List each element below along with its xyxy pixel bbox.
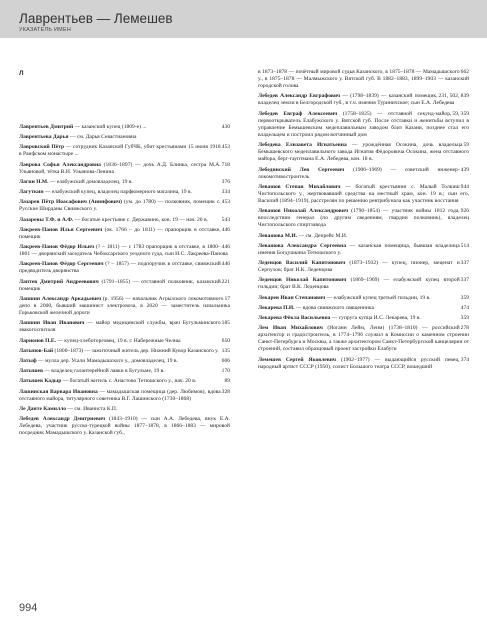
entry-text: — супруга купца И.С. Лекарева, 19 в. xyxy=(331,314,421,321)
index-entry xyxy=(258,305,469,312)
entry-page-ref: 543 xyxy=(221,216,230,223)
entry-headword: Лебедев Александр Дмитриевич xyxy=(19,415,106,422)
index-entry xyxy=(19,162,230,176)
entry-text: (1758–1825) — отставной секунд-майор, первооткрыватель Елабужского у. Вятской губ. После отставки и женитьбы вступил в управление Бемышевским медеплавильным заводом близ Казани, позднее стал его владельцем и построил рядом вотчинный дом xyxy=(258,110,469,138)
entry-headword: Лавровский Пётр xyxy=(19,144,65,151)
entry-headword: Лазаревы Т.Ф. и А.Ф. xyxy=(19,216,74,223)
index-entry xyxy=(19,124,230,131)
entry-page-ref: 453 xyxy=(221,144,230,151)
index-entry xyxy=(258,93,469,107)
index-entry xyxy=(19,296,230,317)
entry-page-ref: 231, 502, 839 xyxy=(438,93,469,100)
entry-text: — елабужский купец, владелец парфюмерного магазина, 19 в. xyxy=(44,189,192,196)
entry-headword: Левашова Александра Сергеевна xyxy=(258,242,346,249)
entry-text: (1869–1969) — елабужский купец второй гильдии; брат В.К. Леденцова xyxy=(258,277,460,291)
entry-page-ref: 926 xyxy=(460,208,469,215)
header-subtitle: УКАЗАТЕЛЬ ИМЕН xyxy=(19,27,72,33)
entry-text: — вдова свияжского священника xyxy=(295,304,374,311)
entry-headword: Ле Данте Камилло xyxy=(19,405,66,412)
index-entry xyxy=(19,217,230,224)
entry-headword: Лекарева Фёкла Васильевна xyxy=(258,314,331,321)
index-entry xyxy=(258,142,469,163)
entry-text: (ум. до 1780) — полковник, помещик с. Русские Ширданы Свияжского у. xyxy=(19,199,221,213)
index-entry xyxy=(258,69,469,90)
index-entry xyxy=(258,325,469,353)
index-entry xyxy=(258,277,469,291)
entry-text: (ок. 1766 – до 1811) — прапорщик в отставке, помещик xyxy=(19,226,221,240)
entry-headword: Леденцов Николай Капитонович xyxy=(258,277,347,284)
entry-text: — елабужский купец третьей гильдии, 19 в. xyxy=(326,294,431,301)
entry-text: — (1798–1839) — казанский помещик, владелец земли в Белгородской губ., в т.ч. имения Туриничское; сын Е.А. Лебедева xyxy=(258,93,455,107)
entry-headword: Лаврова Софья Александровна xyxy=(19,161,101,168)
entry-headword: Лем Иван Михайлович xyxy=(258,325,323,332)
entry-page-ref: 606 xyxy=(221,357,230,364)
entry-text: — богатый крестьянин с. Малый Толкиш Чистопольского у., жертвовавший средства на местный храм, кон. 19 в.; сын его, Василий (1894–1919), расстрелян по решению ревтрибунала как участник восстания xyxy=(258,183,469,204)
entry-text: — владелец галантерейной лавки в Бугульме, 19 в. xyxy=(44,368,165,375)
index-entry xyxy=(19,406,230,413)
index-entry xyxy=(258,208,469,229)
entry-page-ref: 718 xyxy=(221,161,230,168)
entry-page-ref: 453 xyxy=(221,199,230,206)
entry-page-ref: 439 xyxy=(460,166,469,173)
entry-headword: Латышев Кадыр xyxy=(19,378,62,385)
entry-text: (р. 1956) — начальник Агрызского локомотивного депо в 2000, бывший машинист электровоза, в 2020 — заместитель начальника Горьковской железной дороги xyxy=(19,295,230,317)
index-entry xyxy=(258,184,469,205)
entry-text: — казанская помещица, бывшая владелица имения Богдушкина Тетюшского у. xyxy=(258,242,460,256)
index-entry xyxy=(258,295,469,302)
entry-headword: Леденцов Василий Капитонович xyxy=(258,260,346,266)
entry-page-ref: 446 xyxy=(221,244,230,251)
entry-headword: Лакреев-Панов Фёдор Сергеевич xyxy=(19,261,104,268)
entry-text: — см. Иваниста К.П. xyxy=(67,405,118,412)
entry-headword: Латышев xyxy=(19,368,43,375)
entry-text: (1902–1977) — выдающийся русский певец, народный артист СССР (1950), солист Большого театра СССР, вошедший xyxy=(258,356,460,370)
index-entry xyxy=(19,279,230,293)
index-entry xyxy=(19,179,230,186)
entry-text: — см. Дарья Севастиановна xyxy=(69,134,137,141)
entry-headword: Латыф xyxy=(19,357,37,364)
index-entry xyxy=(19,144,230,158)
entry-page-ref: 650 xyxy=(221,337,230,344)
index-entry xyxy=(19,416,230,437)
entry-text: (1791–1855) — отставной полковник, казанский помещик xyxy=(19,278,221,292)
entry-text: (1906–1969) — советский инженер-локомотивостроитель xyxy=(258,166,460,180)
index-entry xyxy=(19,199,230,213)
left-column xyxy=(19,124,230,440)
index-entry xyxy=(19,378,230,385)
entry-page-ref: 662 xyxy=(460,69,469,75)
entry-headword: Левашов Степан Михайлович xyxy=(258,183,341,190)
entry-headword: Лапшин Александр Аркадьевич xyxy=(19,295,102,302)
entry-page-ref: 430 xyxy=(221,124,230,130)
entry-page-ref: 221 xyxy=(221,278,230,285)
index-entry xyxy=(258,315,469,322)
entry-page-ref: 446 xyxy=(221,261,230,268)
entry-page-ref: 17 xyxy=(224,295,230,302)
index-entry xyxy=(19,134,230,141)
index-entry xyxy=(19,338,230,345)
entry-headword: Лаврентьев Дмитрий xyxy=(19,124,74,130)
entry-text: — см. Депрейс М.И. xyxy=(298,232,348,239)
entry-headword: Лемешев Сергей Яковлевич xyxy=(258,356,337,363)
entry-page-ref: 474 xyxy=(460,304,469,311)
index-entry xyxy=(19,368,230,375)
entry-text: — мулла дер. Усали Мамадышского у., домовладелец, 19 в. xyxy=(38,357,178,364)
entry-page-ref: 944 xyxy=(460,183,469,190)
entry-page-ref: 446 xyxy=(221,226,230,233)
entry-text: — майор медицинской службы, врач Бугульминского эвакогоспиталя xyxy=(19,320,221,334)
index-entry xyxy=(19,320,230,334)
entry-text: в 1873–1878 — почётный мировой судья Казанского, в 1875–1878 — Мамадышского у., в 1875–1878 — Малмыжского у. Вятской губ. В 1882–1883, 1899–1903 — казанский городской голова xyxy=(258,69,469,90)
index-entry xyxy=(19,189,230,196)
entry-text: (1836–1897) — дочь А.Д. Блинка, сестра М.А. Ульяновой, тётка В.И. Ульянова-Ленина xyxy=(19,161,221,175)
entry-page-ref: 334 xyxy=(221,189,230,196)
entry-text: — урождённая Осокина, дочь владельца Бемышевского медеплавильного завода Игнатия Фёдоровича Осокина, жена отставного майора, берг-гауптмана Е.А. Лебедева, кон. 18 в. xyxy=(258,142,469,163)
entry-headword: Лашинская Варвара Ивановна xyxy=(19,388,98,395)
entry-text: — елабужский домовладелец, 19 в. xyxy=(49,178,133,185)
entry-page-ref: 359 xyxy=(460,294,469,301)
index-entry xyxy=(258,357,469,371)
entry-text: — казанский купец (1809-е) ... xyxy=(74,124,147,130)
entry-text: (1800–1873) — зажиточный житель дер. Нижний Кукор Казанского у. xyxy=(54,347,219,354)
section-letter: Л xyxy=(19,70,24,77)
index-entry xyxy=(19,348,230,355)
entry-page-ref: 278 xyxy=(460,325,469,332)
entry-page-ref: 337 xyxy=(460,277,469,284)
entry-text: — богатый житель с. Анастово Тетюшского у., нач. 20 в. xyxy=(62,378,197,385)
entry-text: — богатые крестьяне с. Державино, кон. 19 — нач. 20 в. xyxy=(74,216,208,223)
entry-headword: Латыпов-Бай xyxy=(19,347,54,354)
entry-page-ref: 59, 359 xyxy=(452,110,469,117)
entry-headword: Лекарева П.И. xyxy=(258,304,295,311)
entry-page-ref: 359 xyxy=(460,314,469,321)
entry-headword: Лаптев Дмитрий Андреевович xyxy=(19,278,99,285)
entry-headword: Лагуткин xyxy=(19,189,44,196)
index-entry xyxy=(19,389,230,403)
entry-page-ref: 135 xyxy=(221,347,230,354)
entry-headword: Лагин Н.М. xyxy=(19,178,49,185)
entry-text: (Иоганн Лейм, Леим) (1738–1810) — российский архитектор и градостроитель, в 1774–1796 служил в Комиссии о каменном строении Санкт-Петербурга и Москвы, а также архитектором Санкт-Петербургской канцелярии от строений, составил образцовый проект застройки Елабуги xyxy=(258,325,469,353)
index-entry xyxy=(258,243,469,257)
index-entry xyxy=(258,233,469,240)
entry-headword: Лебедев Александр Евграфович xyxy=(258,93,341,100)
index-entry xyxy=(19,244,230,258)
entry-page-ref: 374 xyxy=(460,356,469,363)
entry-headword: Лапшин Иван Иванович xyxy=(19,320,85,327)
entry-text: — мамадышская помещица (дер. Любимов), вдова отставного майора, титулярного советника В.Г. Лашинского (1730–1868) xyxy=(19,388,221,402)
entry-headword: Лакреев-Панов Илья Сергеевич xyxy=(19,226,103,233)
entry-headword: Лекарев Иван Степанович xyxy=(258,294,326,301)
index-entry xyxy=(258,111,469,139)
entry-headword: Лазарев Пётр Иоасафович (Анинфович) xyxy=(19,199,122,206)
entry-headword: Лебединский Лев Сергеевич xyxy=(258,166,345,173)
right-column xyxy=(258,69,469,374)
entry-page-ref: 514 xyxy=(460,242,469,249)
index-entry xyxy=(258,167,469,181)
index-entry xyxy=(19,227,230,241)
entry-headword: Лаврентьева Дарья xyxy=(19,134,69,141)
page-number: 994 xyxy=(19,602,38,614)
entry-text: — сотрудник Казанской ГубЧК, убит крестьянами 15 июня 1918 в Раифском монастыре ... xyxy=(19,144,221,158)
entry-page-ref: 328 xyxy=(221,388,230,395)
index-entry xyxy=(19,261,230,275)
entry-page-ref: 89 xyxy=(224,378,230,385)
entry-headword: Левашов Николай Александрович xyxy=(258,208,349,215)
entry-text: — купец-хлеботорговец, 19 в. г. Набережные Челны xyxy=(57,337,181,344)
entry-headword: Лакреев-Панов Фёдор Ильич xyxy=(19,244,95,251)
entry-page-ref: 376 xyxy=(221,178,230,185)
entry-text: (1873–1932) — купец, пионер, меценат и Серпухов; брат Н.К. Леденцова xyxy=(258,260,460,274)
entry-headword: Лебедев Евграф Алексеевич xyxy=(258,110,338,117)
entry-page-ref: 170 xyxy=(221,368,230,375)
entry-headword: Ларионов П.Е. xyxy=(19,337,56,344)
entry-page-ref: 337 xyxy=(460,260,469,266)
entry-text: (? – 1811) — с 1783 прапорщик в отставке, в 1800–1801 — дворянский заседатель Чебоксарского уездного суда, сын И.С. Лакреева-Панова xyxy=(19,244,228,258)
index-entry xyxy=(258,260,469,274)
entry-headword: Лебедева Елизавета Игнатьевна xyxy=(258,142,347,149)
index-entry xyxy=(19,358,230,365)
entry-headword: Левашова М.И. xyxy=(258,232,298,239)
entry-page-ref: 59 xyxy=(463,142,469,149)
entry-text: (? – 1857) — подпоручик в отставке, свияжский предводитель дворянства xyxy=(19,261,221,275)
entry-page-ref: 185 xyxy=(221,320,230,327)
running-header xyxy=(0,0,487,38)
entry-text: (1790–1854) — участник войны 1812 года, впоследствии генерал (по другим сведениям, гвардии полковник), владелец Чистопольского спиртзавода xyxy=(258,208,469,229)
entry-text: (1843–1910) — сын А.А. Лебедева, внук Е.А. Лебедева, участник русско-турецкой войны 1877–1878, в 1866–1883 — мировой посредник Мамадышского у. Казанской губ., xyxy=(19,415,230,437)
header-title: Лаврентьев — Лемешев xyxy=(19,11,173,26)
